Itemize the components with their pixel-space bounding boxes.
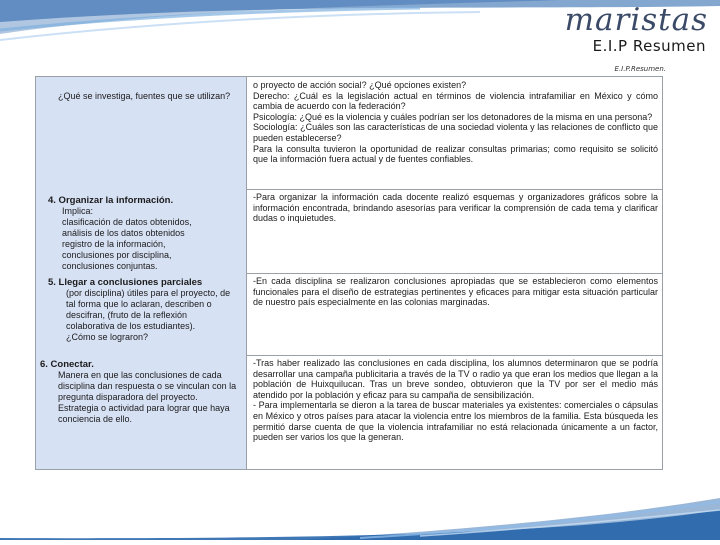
- maristas-logo: maristas: [564, 2, 708, 38]
- right-text: Derecho: ¿Cuál es la legislación actual en términos de violencia intrafamiliar en México y cómo cambia de acuerdo con la federación?: [253, 90, 658, 112]
- table-row: [36, 273, 662, 356]
- left-text: clasificación de datos obtenidos,: [62, 217, 192, 227]
- bottom-wave-decoration: [0, 480, 720, 540]
- row-right-cell: [247, 77, 662, 189]
- left-text: (por disciplina) útiles para el proyecto, de tal forma que lo aclaran, describen o descifran, (fruto de la reflexión colaborativa de los estudiantes).: [66, 288, 231, 331]
- left-text: conclusiones por disciplina,: [62, 250, 172, 260]
- right-text: -Tras haber realizado las conclusiones en cada disciplina, los alumnos determinaron que se podría desarrollar una campaña publicitaria a través de la TV o radio ya que eran los medios que llegan a la población de Huixquilucan. Tras un breve sondeo, obtuvieron que la TV por ser el medio más atendido por la población y eficaz para su campaña de sensibilización.: [253, 358, 658, 400]
- right-text: Para la consulta tuvieron la oportunidad de realizar consultas primarias; como requisito se solicitó que la información fuera actual y de fuentes confiables.: [253, 143, 658, 165]
- right-text: -Para organizar la información cada docente realizó esquemas y organizadores gráficos sobre la información encontrada, brindando asesorías para verificar la comprensión de cada tema y clarificar dudas o inquietudes.: [253, 192, 658, 224]
- right-text: o proyecto de acción social? ¿Qué opciones existen?: [253, 80, 467, 90]
- step-title: 5. Llegar a conclusiones parciales: [48, 277, 203, 288]
- summary-table: [35, 76, 663, 470]
- left-text: ¿Cómo se lograron?: [66, 332, 149, 342]
- table-row: [36, 77, 662, 190]
- table-row: [36, 189, 662, 274]
- row-left-cell: [36, 355, 247, 469]
- row-right-cell: [247, 273, 662, 355]
- right-text: - Para implementarla se dieron a la tarea de buscar materiales ya existentes: comerciales o cápsulas en México y otros países para atacar la violencia entre los miembros de la familia. Esta búsqueda les permitió darse cuenta de que la violencia intrafamiliar no está relacionada únicamente a un factor, pueden ser varios los que la generan.: [253, 400, 658, 443]
- row-left-cell: [36, 77, 247, 189]
- left-text: Implica:: [62, 206, 94, 216]
- step-title: 6. Conectar.: [40, 359, 94, 370]
- right-text: Psicología: ¿Qué es la violencia y cuáles podrían ser los detonadores de la misma en una persona?: [253, 111, 653, 122]
- left-text: registro de la información,: [62, 239, 166, 249]
- left-text: Estrategia o actividad para lograr que haya conciencia de ello.: [58, 403, 230, 424]
- row-right-cell: [247, 189, 662, 273]
- right-text: -En cada disciplina se realizaron conclusiones apropiadas que se establecieron como elementos funcionales para el diseño de estrategias pertinentes y eficaces para mitigar esta situación particular de nuestro país especialmente en las colonias marginadas.: [253, 276, 658, 308]
- left-text: Manera en que las conclusiones de cada disciplina dan respuesta o se vinculan con la pregunta disparadora del proyecto.: [58, 370, 237, 402]
- left-text: conclusiones conjuntas.: [62, 261, 158, 271]
- right-text: Sociología: ¿Cuáles son las características de una sociedad violenta y las relaciones de conflicto que pueden establecerse?: [253, 122, 658, 143]
- left-text: ¿Qué se investiga, fuentes que se utilizan?: [58, 91, 231, 101]
- left-text: análisis de los datos obtenidos: [62, 228, 185, 238]
- row-left-cell: [36, 273, 247, 355]
- subheader-label: E.I.P.Resumen.: [614, 65, 666, 73]
- row-left-cell: [36, 189, 247, 273]
- table-row: [36, 355, 662, 469]
- row-right-cell: [247, 355, 662, 469]
- step-title: 4. Organizar la información.: [48, 195, 174, 206]
- header-label: E.I.P Resumen: [592, 37, 706, 55]
